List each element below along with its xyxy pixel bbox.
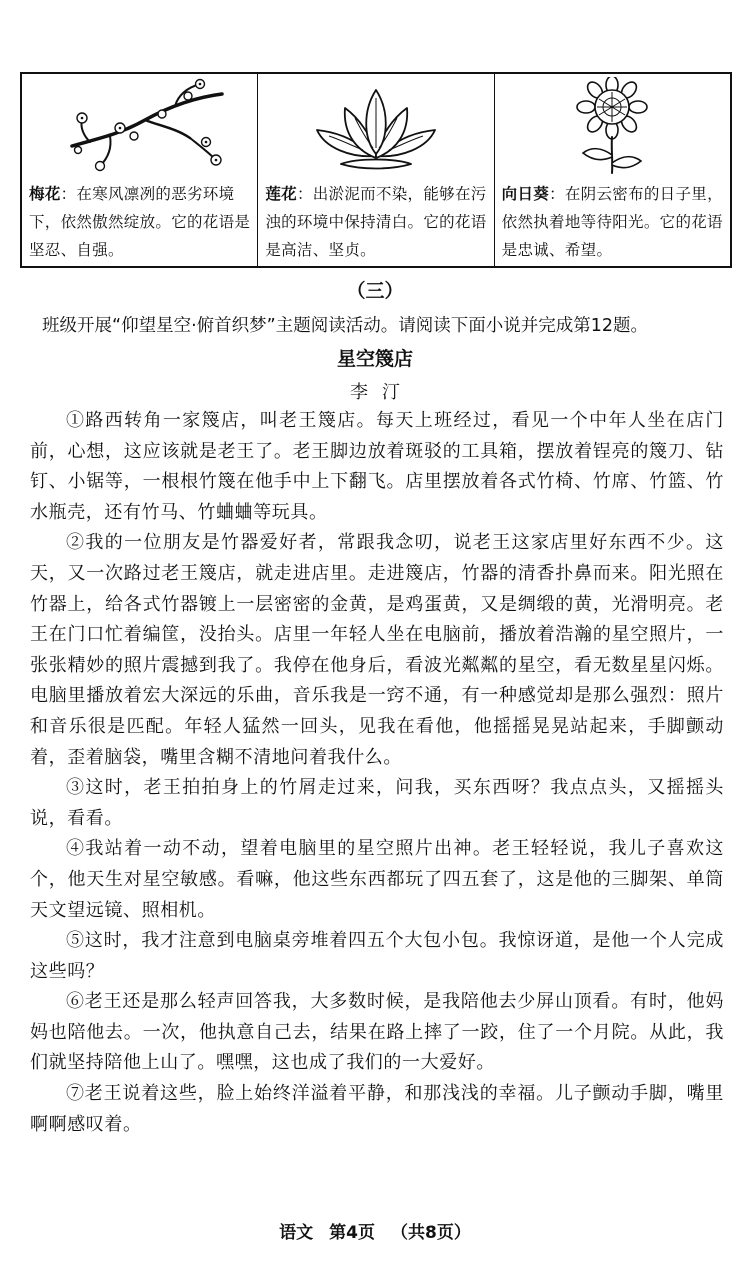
footer-subject: 语文 xyxy=(279,1223,314,1243)
footer-total: （共8页） xyxy=(391,1223,471,1243)
paragraph-1: ①路西转角一家篾店，叫老王篾店。每天上班经过，看见一个中年人坐在店门前，心想，这应该就是老王了。老王脚边放着斑驳的工具箱，摆放着锃亮的篾刀、钻钉、小锯等，一根根竹篾在他手中上下翻飞。店里摆放着各式竹椅、竹席、竹篮、竹水瓶壳，还有竹马、竹蛐蛐等玩具。 xyxy=(30,410,724,523)
paragraph-5: ⑤这时，我才注意到电脑桌旁堆着四五个大包小包。我惊讶道，是他一个人完成这些吗？ xyxy=(30,930,724,982)
flower-desc-sunflower xyxy=(495,178,730,264)
paragraph-7: ⑦老王说着这些，脸上始终洋溢着平静，和那浅浅的幸福。儿子颤动手脚，嘴里啊啊感叹着。 xyxy=(30,1083,724,1135)
flower-name: 莲花 xyxy=(265,185,297,203)
flower-desc-plum xyxy=(22,178,257,264)
paragraph-3: ③这时，老王拍拍身上的竹屑走过来，问我，买东西呀？我点点头，又摇摇头说，看看。 xyxy=(30,777,724,829)
flower-name: 梅花 xyxy=(29,185,61,203)
flower-name: 向日葵 xyxy=(501,185,550,203)
flower-cell-lotus xyxy=(258,74,494,266)
paragraph-6: ⑥老王还是那么轻声回答我，大多数时候，是我陪他去少屏山顶看。有时，他妈妈也陪他去。一次，他执意自己去，结果在路上摔了一跤，住了一个月院。从此，我们就坚持陪他上山了。嘿嘿，这也成了我们的一大爱好。 xyxy=(30,991,724,1074)
story-title: 星空篾店 xyxy=(336,348,413,370)
flower-description: ：在阴云密布的日子里，依然执着地等待阳光。它的花语是忠诚、希望。 xyxy=(501,185,723,259)
flower-description: ：出淤泥而不染，能够在污浊的环境中保持清白。它的花语是高洁、坚贞。 xyxy=(265,185,487,259)
section-intro: 班级开展“仰望星空·俯首织梦”主题阅读活动。请阅读下面小说并完成第12题。 xyxy=(42,316,648,336)
flower-cell-sunflower xyxy=(495,74,730,266)
flower-cell-plum xyxy=(22,74,258,266)
plum-blossom-icon xyxy=(22,74,257,178)
lotus-icon xyxy=(258,74,493,178)
flower-desc-lotus xyxy=(258,178,493,264)
flower-table xyxy=(20,72,732,268)
paragraph-2: ②我的一位朋友是竹器爱好者，常跟我念叨，说老王这家店里好东西不少。这天，又一次路过老王篾店，就走进店里。走进篾店，竹器的清香扑鼻而来。阳光照在竹器上，给各式竹器镀上一层密密的金黄，是鸡蛋黄，又是绸缎的黄，光滑明亮。老王在门口忙着编筐，没抬头。店里一年轻人坐在电脑前，播放着浩瀚的星空照片，一张张精妙的照片震撼到我了。我停在他身后，看波光粼粼的星空，看无数星星闪烁。电脑里播放着宏大深远的乐曲，音乐我是一窍不通，有一种感觉却是那么强烈：照片和音乐很是匹配。年轻人猛然一回头，见我在看他，他摇摇晃晃站起来，手脚颤动着，歪着脑袋，嘴里含糊不清地问着我什么。 xyxy=(30,532,724,768)
story-author: 李汀 xyxy=(350,382,414,403)
paragraph-4: ④我站着一动不动，望着电脑里的星空照片出神。老王轻轻说，我儿子喜欢这个，他天生对星空敏感。看嘛，他这些东西都玩了四五套了，这是他的三脚架、单筒天文望远镜、照相机。 xyxy=(30,838,724,921)
flower-description: ：在寒风凛冽的恶劣环境下，依然傲然绽放。它的花语是坚忍、自强。 xyxy=(29,185,251,259)
sunflower-icon xyxy=(495,74,730,178)
page-footer xyxy=(0,1218,750,1243)
story-body xyxy=(30,406,724,1140)
section-number: （三） xyxy=(346,280,404,302)
footer-page: 第4页 xyxy=(329,1223,375,1243)
